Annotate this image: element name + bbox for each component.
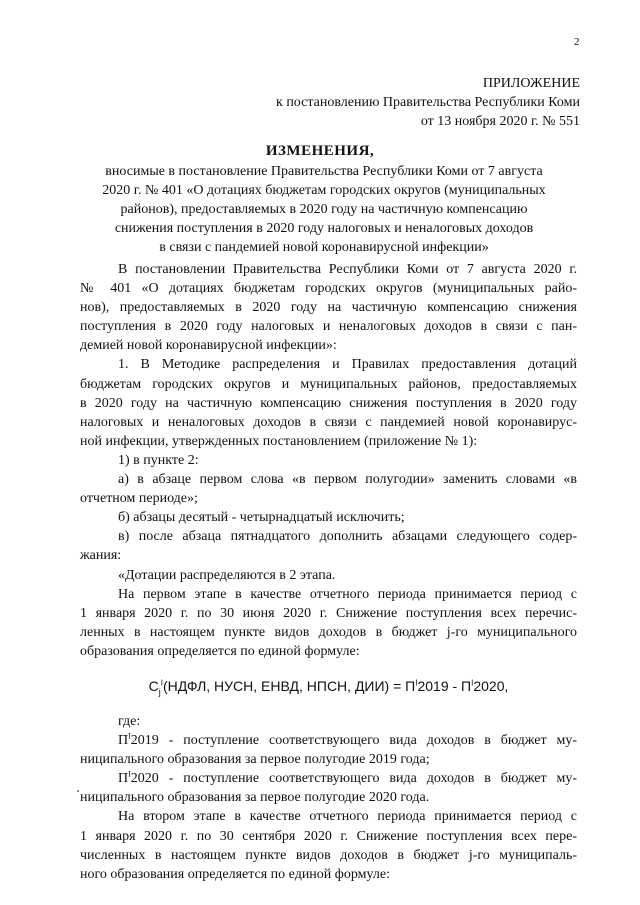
page-number: 2	[574, 36, 580, 48]
body-line: образования определяется по единой формуле:	[80, 643, 360, 659]
document-title: ИЗМЕНЕНИЯ,	[265, 143, 375, 159]
subtitle-line: снижения поступления в 2020 году налоговых и неналоговых доходов	[114, 221, 534, 236]
body-line: ного образования определяется по единой формуле:	[80, 866, 390, 882]
formula-args: (НДФЛ, НУСН, ЕНВД, НПСН, ДИИ) = П	[162, 677, 416, 694]
subtitle-line: 2020 г. № 401 «О дотациях бюджетам городских округов (муниципальных	[102, 183, 546, 198]
body-line: жания:	[80, 548, 122, 564]
subtitle-line: в связи с пандемией новой коронавирусной инфекции»	[159, 240, 489, 255]
body-line: в) после абзаца пятнадцатого дополнить абзацами следующего содер-	[118, 529, 577, 545]
p-symbol: П	[118, 733, 129, 749]
formula	[80, 677, 577, 696]
formula-superscript: I	[415, 678, 418, 688]
body-line: численных в настоящем пункте видов доходов в бюджет j-го муниципаль-	[80, 847, 577, 863]
formula-end: 2020,	[473, 677, 509, 694]
appendix-title: ПРИЛОЖЕНИЕ	[482, 76, 580, 91]
formula-lhs: C	[148, 677, 159, 694]
body-line: На втором этапе в качестве отчетного периода принимается период с	[118, 809, 577, 825]
body-line: бюджетам городских округов и муниципальных районов, предоставляемых	[80, 376, 577, 392]
definition-text: 2020 - поступление соответствующего вида доходов в бюджет му-	[130, 771, 577, 787]
formula-mid: 2019 - П	[417, 677, 472, 694]
body-line: нов), предоставляемых в 2020 году на частичную компенсацию снижения	[80, 300, 577, 316]
body-line: демией новой коронавирусной инфекции»:	[80, 338, 337, 354]
document-subtitle	[60, 162, 588, 257]
body-line: № 401 «О дотациях бюджетам городских округов (муниципальных райо-	[80, 281, 577, 297]
body-line: 1 января 2020 г. по 30 сентября 2020 г. Снижение поступления всех пере-	[80, 828, 577, 844]
body-line: ниципального образования за первое полугодие 2020 года.	[80, 790, 430, 806]
body-line: 1. В Методике распределения и Правилах предоставления дотаций	[118, 357, 577, 373]
body-line: а) в абзаце первом слова «в первом полугодии» заменить словами «в	[118, 472, 577, 488]
body-line: налоговых и неналоговых доходов в связи с пандемией новой коронавирус-	[80, 414, 577, 430]
body-line: 1) в пункте 2:	[118, 452, 199, 468]
body-line: б) абзацы десятый - четырнадцатый исключить;	[118, 510, 405, 526]
body-line: ленных в настоящем пункте видов доходов в бюджет j-го муниципального	[80, 624, 577, 640]
formula-subscript: j	[158, 686, 161, 697]
body-line: ниципального образования за первое полугодие 2019 года;	[80, 752, 430, 768]
appendix-line: к постановлению Правительства Республики Коми	[276, 95, 580, 110]
body-line	[80, 731, 577, 750]
formula-superscript: I	[160, 678, 163, 688]
body-line: 1 января 2020 г. по 30 июня 2020 г. Снижение поступления всех перечис-	[80, 605, 577, 621]
body-line	[80, 769, 577, 788]
body-line: На первом этапе в качестве отчетного периода принимается период с	[118, 586, 577, 602]
p-superscript: I	[128, 731, 131, 741]
body-line: поступления в 2020 году налоговых и неналоговых доходов в связи с пан-	[80, 319, 577, 335]
subtitle-line: вносимые в постановление Правительства Республики Коми от 7 августа	[105, 164, 543, 179]
body-line: отчетном периоде»;	[80, 491, 198, 507]
subtitle-line: районов), предоставляемых в 2020 году на частичную компенсацию	[120, 202, 528, 217]
appendix-block	[276, 74, 580, 131]
formula-superscript: I	[471, 678, 474, 688]
appendix-date-line: от 13 ноября 2020 г. № 551	[420, 114, 580, 129]
p-symbol: П	[118, 771, 129, 787]
body-line: ной инфекции, утвержденных постановлением (приложение № 1):	[80, 433, 478, 449]
document-body	[80, 260, 577, 884]
body-line: В постановлении Правительства Республики Коми от 7 августа 2020 г.	[118, 262, 577, 277]
p-superscript: I	[128, 769, 131, 779]
definition-text: 2019 - поступление соответствующего вида доходов в бюджет му-	[130, 733, 577, 749]
body-line: «Дотации распределяются в 2 этапа.	[118, 567, 336, 583]
body-line: в 2020 году на частичную компенсацию снижения поступления в 2020 году	[80, 395, 577, 411]
scan-artifact	[77, 790, 79, 792]
body-line: где:	[118, 713, 141, 729]
